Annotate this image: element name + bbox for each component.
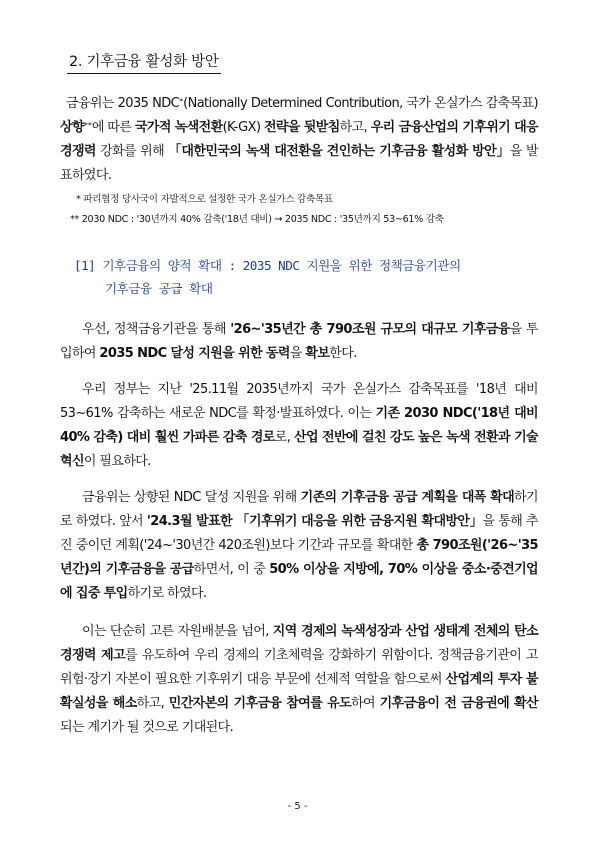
intro-text-1: 금융위는 2035 NDC xyxy=(66,96,180,111)
p1-bold-2: 2035 NDC 달성 지원을 위한 동력 xyxy=(99,346,290,361)
p3-bold-1: 기존의 기후금융 공급 계획을 대폭 확대 xyxy=(300,490,515,505)
subsection-heading-line-2: 기후금융 공급 확대 xyxy=(105,281,213,296)
paragraph-3 xyxy=(60,486,538,606)
p3-text-4: 하면서, 이 중 xyxy=(193,562,270,577)
p4-text-5: 되는 계기가 될 것으로 기대된다. xyxy=(60,720,234,735)
p3-bold-4: 50% 이상을 지방에, 70% 이상을 중소·중견기업에 집중 투입 xyxy=(60,562,539,601)
intro-text-2: (Nationally Determined Contribution, 국가 온실가스 감축목표) xyxy=(183,96,539,111)
p1-text-2: 을 투입하여 xyxy=(60,322,539,361)
p4-bold-4: 기후금융이 전 금융권에 확산 xyxy=(379,696,538,711)
p4-bold-1: 지역 경제의 녹색성장과 산업 생태계 전체의 탄소경쟁력 제고 xyxy=(60,624,538,663)
p2-text-3: 이 필요하다. xyxy=(83,454,151,469)
p3-bold-3: 총 790조원('26~'35년간)의 기후금융을 공급 xyxy=(60,538,538,577)
intro-bold-5: 「대한민국의 녹색 대전환을 견인하는 기후금융 활성화 방안」 xyxy=(168,144,510,159)
intro-bold-3: 전략을 뒷받침 xyxy=(263,120,340,135)
intro-bold-1: 상향 xyxy=(60,120,84,135)
p1-text-1: 우선, 정책금융기관을 통해 xyxy=(82,322,231,337)
intro-bold-4: 우리 금융산업의 기후위기 대응 경쟁력 xyxy=(60,120,538,159)
p1-bold-1: '26~'35년간 총 790조원 규모의 대규모 기후금융 xyxy=(230,322,510,337)
footnote-mark-2: ** xyxy=(83,121,92,130)
intro-text-5: 하고, xyxy=(339,120,371,135)
p1-bold-3: 확보 xyxy=(305,346,330,361)
p4-text-3: 하고, xyxy=(136,696,169,711)
intro-bold-2: 국가적 녹색전환 xyxy=(134,120,223,135)
p4-text-1: 이는 단순히 고른 자원배분을 넘어, xyxy=(82,624,273,639)
p4-text-4: 하여 xyxy=(351,696,380,711)
p3-text-1: 금융위는 상향된 NDC 달성 지원을 위해 xyxy=(82,490,301,505)
p2-bold-2: 산업 전반에 걸친 강도 높은 녹색 전환과 기술혁신 xyxy=(60,430,538,469)
p3-bold-2: '24.3월 발표한 「기후위기 대응을 위한 금융지원 확대방안」 xyxy=(146,514,483,529)
p3-text-5: 하기로 하였다. xyxy=(127,586,207,601)
paragraph-4 xyxy=(60,620,538,740)
p2-text-1: 우리 정부는 지난 '25.11월 2035년까지 국가 온실가스 감축목표를 '18년 대비 53~61% 감축하는 새로운 NDC를 확정·발표하였다. 이는 xyxy=(60,382,538,421)
subsection-heading xyxy=(74,254,544,300)
p1-text-3: 을 xyxy=(289,346,306,361)
intro-text-4: (K-GX) xyxy=(222,120,264,135)
paragraph-2 xyxy=(60,378,538,474)
p3-text-2: 하기로 하였다. 앞서 xyxy=(60,490,538,529)
footnote-2: ** 2030 NDC : '30년까지 40% 감축('18년 대비) → 2035 NDC : '35년까지 53~61% 감축 xyxy=(70,214,444,225)
intro-paragraph xyxy=(60,92,538,188)
footnote-mark-1: * xyxy=(179,97,184,106)
p2-bold-1: 기존 2030 NDC('18년 대비 40% 감축) 대비 훨씬 가파른 감축 경로 xyxy=(60,406,538,445)
p1-text-4: 한다. xyxy=(329,346,357,361)
p2-text-2: 로, xyxy=(274,430,294,445)
p4-bold-3: 민간자본의 기후금융 참여를 유도 xyxy=(168,696,352,711)
p4-bold-2: 산업계의 투자 불확실성을 해소 xyxy=(60,672,539,711)
subsection-heading-line-1: [1] 기후금융의 양적 확대 : 2035 NDC 지원을 위한 정책금융기관의 xyxy=(74,258,461,273)
p4-text-2: 를 유도하여 우리 경제의 기초체력을 강화하기 위함이다. 정책금융기관이 고위험·장기 자본이 필요한 기후위기 대응 부문에 선제적 역할을 함으로써 xyxy=(60,648,538,687)
p3-text-3: 을 통해 추진 중이던 계획('24~'30년간 420조원)보다 기간과 규모를 확대한 xyxy=(60,514,539,553)
footnote-1: * 파리협정 당사국이 자발적으로 설정한 국가 온실가스 감축목표 xyxy=(76,194,333,205)
intro-text-3: 에 따른 xyxy=(91,120,135,135)
intro-text-6: 강화를 위해 xyxy=(95,144,169,159)
page-number: - 5 - xyxy=(287,801,308,812)
intro-text-7: 을 발표하였다. xyxy=(60,144,538,183)
section-heading: 2. 기후금융 활성화 방안 xyxy=(67,52,221,74)
paragraph-1 xyxy=(60,318,538,366)
